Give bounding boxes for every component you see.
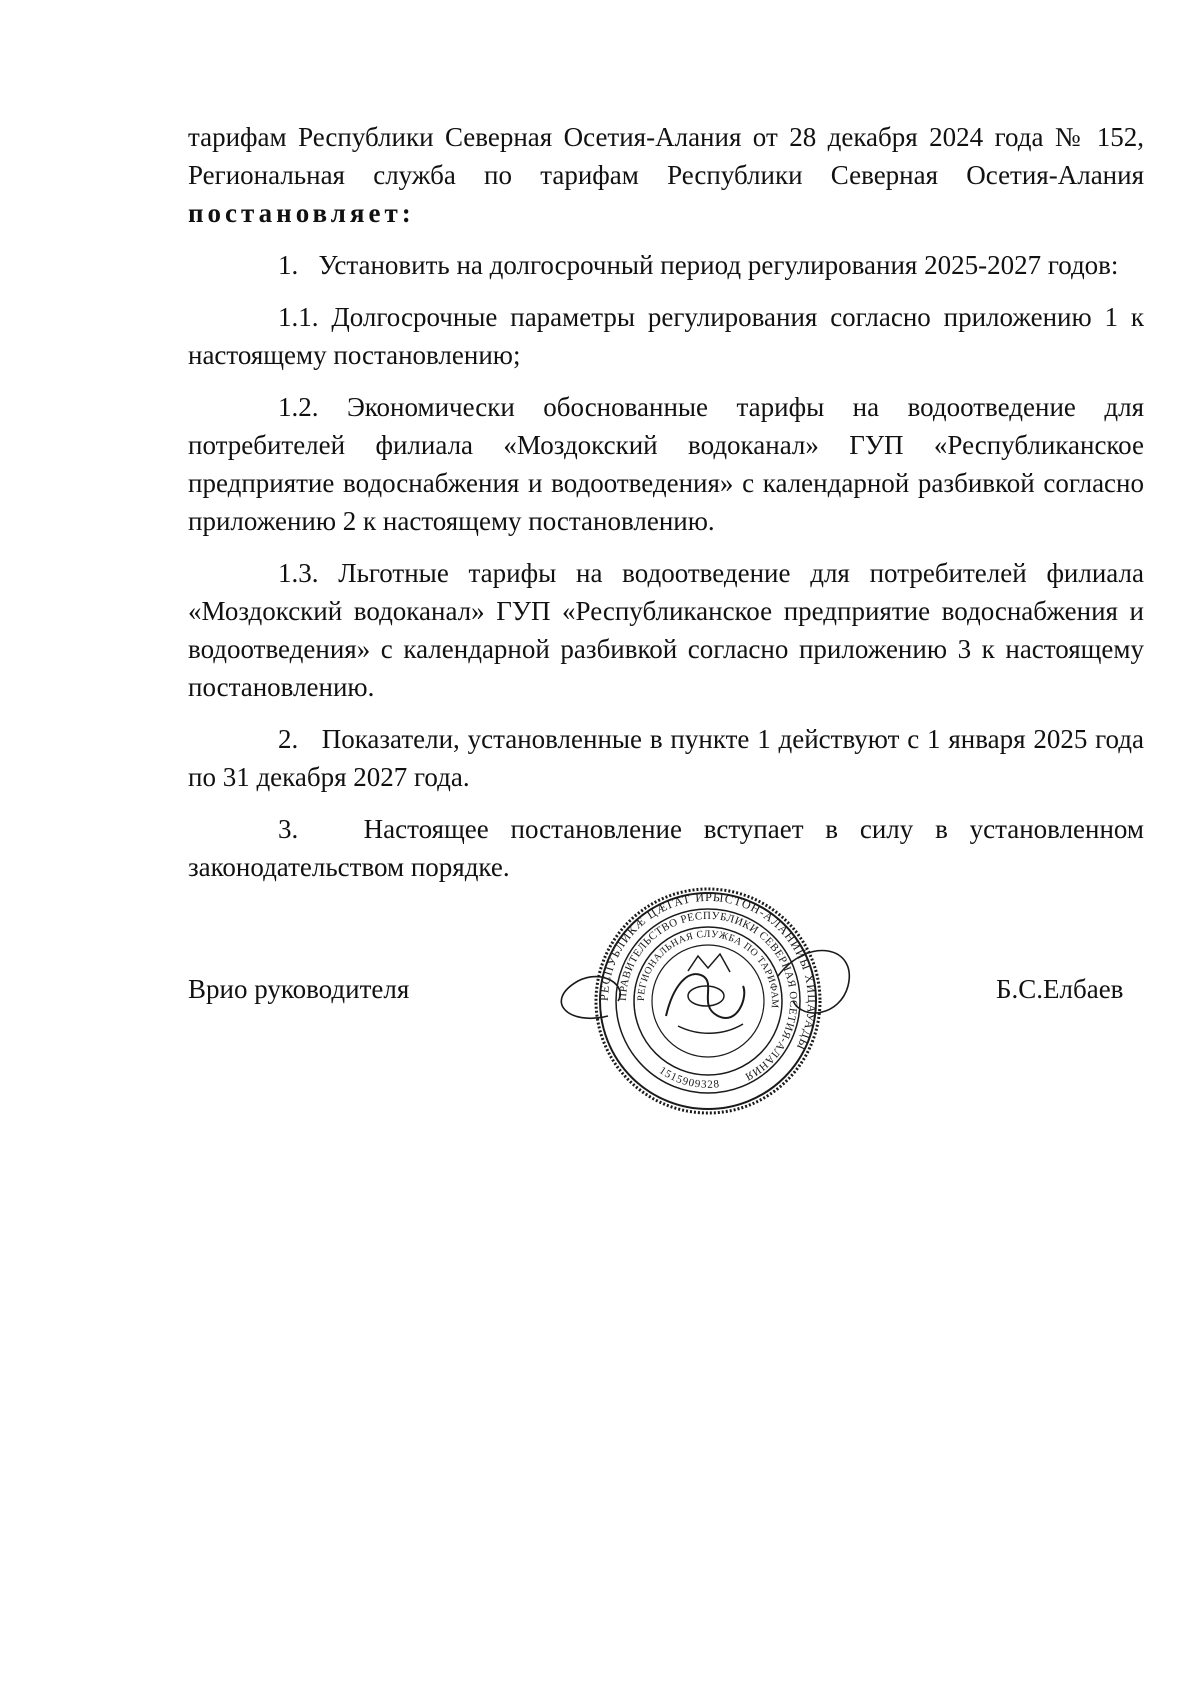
stamp-number: 1515909328 xyxy=(656,1064,721,1091)
document-body xyxy=(188,118,1144,886)
resolve-keyword: постановляет: xyxy=(188,198,415,228)
paragraph-item-1-3: 1.3. Льготные тарифы на водоотведение для потребителей филиала «Моздокский водоканал» ГУП «Республиканское предприятие водоснабжения и водоотведения» с календарной разбивкой согласно приложению 3 к настоящему постановлению. xyxy=(188,558,1144,702)
paragraph-item-1-2: 1.2. Экономически обоснованные тарифы на водоотведение для потребителей филиала «Моздокский водоканал» ГУП «Республиканское предприятие водоснабжения и водоотведения» с календарной разбивкой согласно приложению 2 к настоящему постановлению. xyxy=(188,392,1144,536)
signature-position: Врио руководителя xyxy=(188,974,410,1004)
official-seal-stamp xyxy=(548,876,868,1126)
paragraph-item-1: 1. Установить на долгосрочный период регулирования 2025-2027 годов: xyxy=(278,250,1119,280)
paragraph-intro xyxy=(188,118,1144,232)
paragraph-item-2: 2. Показатели, установленные в пункте 1 действуют с 1 января 2025 года по 31 декабря 2027 года. xyxy=(188,724,1144,792)
stamp-outer-text: РЕСПУБЛИКÆ ЦÆГАТ ИРЫСТОН-АЛАНИЙЫ ХИЦАУАДЫ xyxy=(596,889,820,1053)
stamp-middle-text: ПРАВИТЕЛЬСТВО РЕСПУБЛИКИ СЕВЕРНАЯ ОСЕТИЯ-АЛАНИЯ xyxy=(616,909,800,1083)
paragraph-item-1-1: 1.1. Долгосрочные параметры регулирования согласно приложению 1 к настоящему постановлению; xyxy=(188,302,1144,370)
stamp-inner-text: РЕГИОНАЛЬНАЯ СЛУЖБА ПО ТАРИФАМ xyxy=(635,928,781,1009)
paragraph-item-3: 3. Настоящее постановление вступает в силу в установленном законодательством порядке. xyxy=(188,814,1144,882)
svg-text:1515909328 xyxy=(657,1065,721,1091)
signature-name: Б.С.Елбаев xyxy=(996,974,1124,1004)
intro-text: тарифам Республики Северная Осетия-Алания от 28 декабря 2024 года № 152, Региональная служба по тарифам Республики Северная Осетия-Алания xyxy=(188,122,1144,190)
